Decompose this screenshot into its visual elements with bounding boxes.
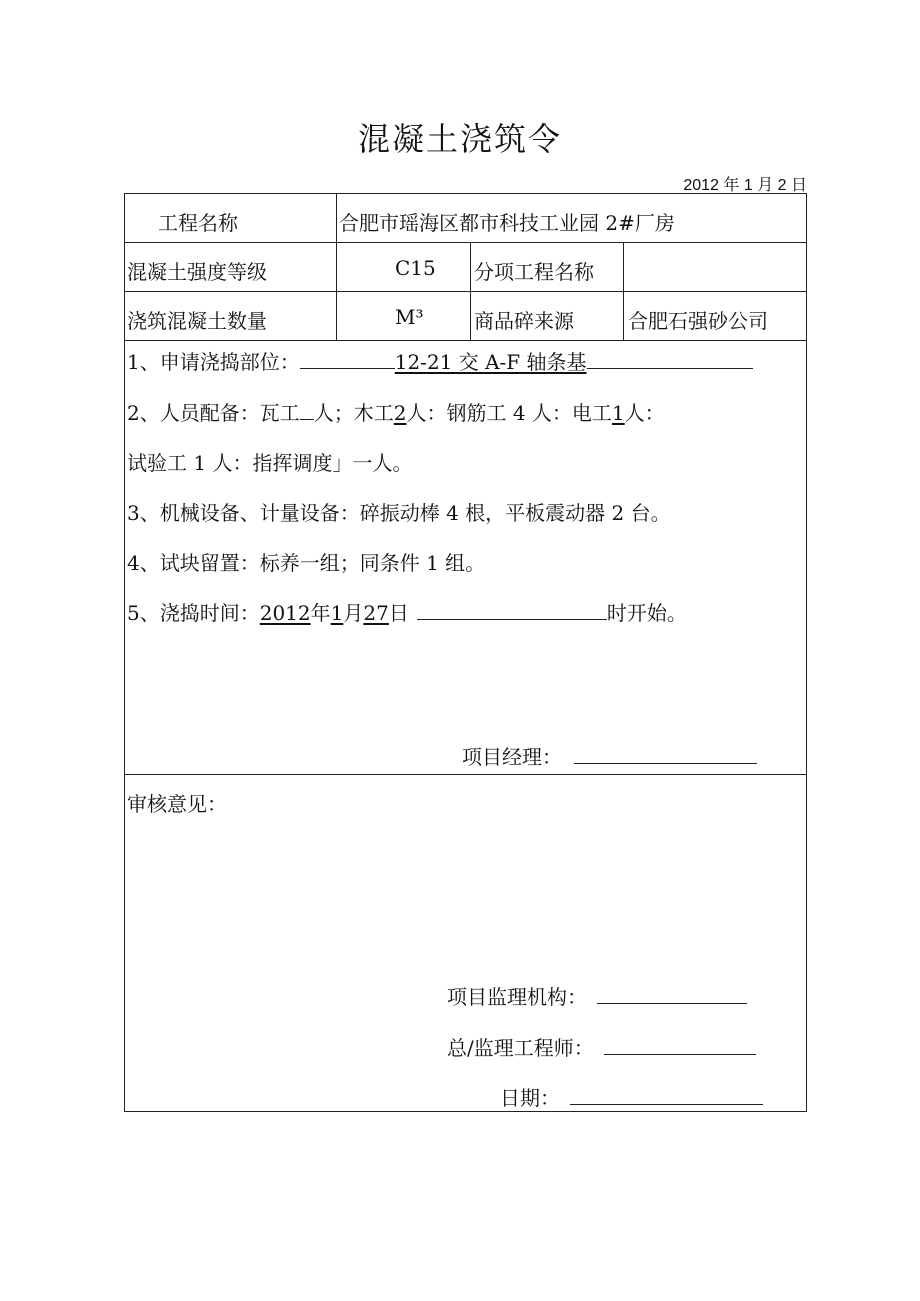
pour-time-day-unit: 日 (388, 601, 409, 625)
pour-time-month: 1 (330, 601, 344, 625)
pour-time-day: 27 (363, 601, 389, 625)
pour-time-line (127, 597, 687, 626)
row-divider (125, 242, 806, 243)
concrete-source-label: 商品碎来源 (474, 309, 574, 333)
row-divider (125, 291, 806, 292)
column-divider (470, 242, 471, 340)
chief-engineer-blank (604, 1036, 756, 1055)
pour-order-form (124, 193, 807, 1112)
staffing-label: 2、人员配备：瓦工 (127, 401, 300, 425)
pour-location-blank-right (587, 350, 753, 369)
staffing-line-2: 试验工 1 人：指挥调度」一人。 (127, 451, 413, 475)
document-date: 2012 年 1 月 2 日 (683, 177, 807, 194)
pour-time-hour-blank (417, 601, 607, 620)
concrete-grade-label: 混凝土强度等级 (127, 260, 267, 284)
rebar-worker-text: 人：钢筋工 4 人：电工 (406, 401, 612, 425)
pour-time-label: 5、浇捣时间： (127, 601, 260, 625)
row-divider (125, 340, 806, 341)
project-manager-blank (574, 745, 757, 764)
mason-count (300, 401, 314, 420)
concrete-quantity-label: 浇筑混凝土数量 (127, 309, 267, 333)
project-name-label: 工程名称 (158, 211, 238, 235)
pour-time-year-unit: 年 (310, 601, 331, 625)
project-name-value: 合肥市瑶海区都市科技工业园 2#厂房 (339, 211, 675, 235)
electrician-unit: 人： (624, 401, 665, 425)
sub-project-name-label: 分项工程名称 (474, 260, 594, 284)
carpenter-count: 2 (393, 401, 407, 425)
pour-time-suffix: 时开始。 (606, 601, 687, 625)
equipment-line: 3、机械设备、计量设备：碎振动棒 4 根，平板震动器 2 台。 (127, 501, 671, 525)
review-opinion-label: 审核意见： (127, 792, 227, 816)
staffing-line (127, 397, 665, 426)
test-samples-line: 4、试块留置：标养一组；同条件 1 组。 (127, 551, 486, 575)
concrete-source-value: 合肥石强砂公司 (628, 309, 768, 333)
document-title: 混凝土浇筑令 (357, 120, 562, 158)
pour-time-year: 2012 (259, 601, 311, 625)
project-manager-label: 项目经理： (462, 745, 562, 769)
pour-time-month-unit: 月 (343, 601, 364, 625)
electrician-count: 1 (611, 401, 625, 425)
supervisor-org-signature (447, 981, 747, 1010)
concrete-grade-value: C15 (395, 256, 436, 280)
carpenter-label: 人；木工 (313, 401, 394, 425)
project-manager-signature (462, 741, 757, 770)
sign-date-signature (500, 1082, 763, 1111)
sign-date-label: 日期： (500, 1086, 560, 1110)
pour-location-value: 12-21 交 A-F 轴条基 (394, 350, 587, 374)
chief-engineer-label: 总/监理工程师： (447, 1036, 594, 1060)
pour-location-label: 1、申请浇捣部位： (127, 350, 300, 374)
concrete-quantity-value: M³ (395, 305, 424, 329)
chief-engineer-signature (447, 1032, 756, 1061)
column-divider (336, 194, 337, 340)
sign-date-blank (570, 1086, 763, 1105)
row-divider (125, 774, 806, 775)
column-divider (623, 242, 624, 340)
pour-location-blank-left (300, 350, 395, 369)
pour-location-line (127, 346, 753, 375)
supervisor-org-label: 项目监理机构： (447, 985, 587, 1009)
supervisor-org-blank (597, 985, 747, 1004)
